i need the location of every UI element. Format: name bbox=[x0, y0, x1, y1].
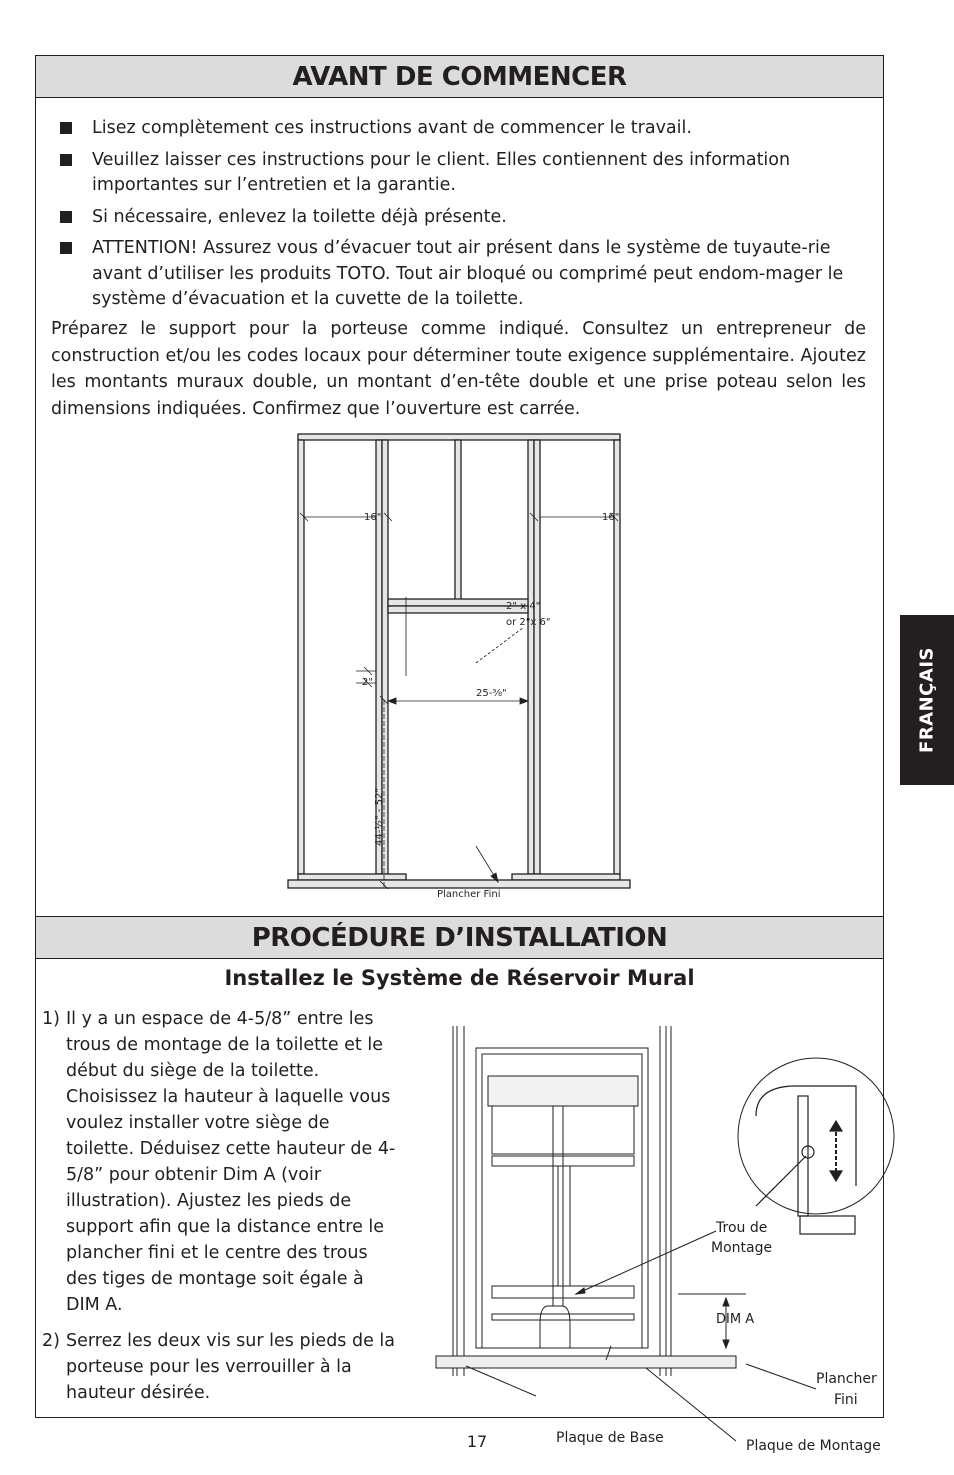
dim-a-label: DIM A bbox=[716, 1312, 755, 1327]
dim-left-label: 16" bbox=[364, 512, 382, 523]
square-bullet-icon bbox=[60, 211, 72, 223]
list-item: Veuillez laisser ces instructions pour le client. Elles contiennent des information importantes sur l’entretien et la garantie. bbox=[58, 148, 868, 199]
square-bullet-icon bbox=[60, 154, 72, 166]
language-tab: FRANÇAIS bbox=[900, 615, 954, 785]
dim-width-label: 25-⅜" bbox=[476, 688, 507, 699]
floor-label-2: Fini bbox=[834, 1392, 858, 1408]
bullet-list bbox=[58, 116, 868, 319]
mount-plate-label: Plaque de Montage bbox=[746, 1438, 881, 1454]
hole-label-1: Trou de bbox=[716, 1220, 768, 1236]
page-number: 17 bbox=[466, 1432, 488, 1451]
list-item: Si nécessaire, enlevez la toilette déjà présente. bbox=[58, 205, 868, 231]
square-bullet-icon bbox=[60, 122, 72, 134]
list-item: Lisez complètement ces instructions avant de commencer le travail. bbox=[58, 116, 868, 142]
square-bullet-icon bbox=[60, 242, 72, 254]
dim-right-label: 16" bbox=[602, 512, 620, 523]
intro-paragraph: Préparez le support pour la porteuse comme indiqué. Consultez un entrepreneur de construction et/ou les codes locaux pour déterminer toute exigence supplémentaire. Ajoutez les montants muraux double, un montant d’en-tête double et une prise poteau selon les dimensions indiquées. Confirmez que l’ouverture est carrée. bbox=[51, 319, 866, 419]
section-title-installation: PROCÉDURE D’INSTALLATION bbox=[36, 916, 883, 959]
dim-header-label: 2" bbox=[362, 677, 373, 688]
base-plate-label: Plaque de Base bbox=[556, 1430, 664, 1446]
dim-height-label: 44-½" - 52" bbox=[374, 788, 385, 846]
list-item: ATTENTION! Assurez vous d’évacuer tout air présent dans le système de tuyaute-rie avant d’utiliser les produits TOTO. Tout air bloqué ou comprimé peut endom-mager le système d’évacuation et la cuvette de la toilette. bbox=[58, 236, 868, 313]
lumber-label-2: or 2"x 6" bbox=[506, 617, 551, 628]
section-title-before-start: AVANT DE COMMENCER bbox=[36, 56, 883, 98]
floor-label-1: Plancher bbox=[816, 1371, 877, 1387]
lumber-label-1: 2" x 4" bbox=[506, 601, 541, 612]
step-2: 2) Serrez les deux vis sur les pieds de la porteuse pour les verrouiller à la hauteur désirée. bbox=[42, 1331, 396, 1403]
floor-label: Plancher Fini bbox=[437, 889, 501, 900]
steps-list bbox=[42, 1006, 402, 1416]
step-1: 1) Il y a un espace de 4-5/8” entre les trous de montage de la toilette et le début du siège de la toilette. Choisissez la hauteur à laquelle vous voulez installer votre siège de toilette. Déduisez cette hauteur de 4-5/8” pour obtenir Dim A (voir illustration). Ajustez les pieds de support afin que la distance entre le plancher fini et le centre des trous des tiges de montage soit égale à DIM A. bbox=[42, 1009, 396, 1315]
framing-diagram bbox=[286, 431, 636, 900]
hole-label-2: Montage bbox=[711, 1240, 773, 1256]
subtitle: Installez le Système de Réservoir Mural bbox=[224, 966, 695, 990]
